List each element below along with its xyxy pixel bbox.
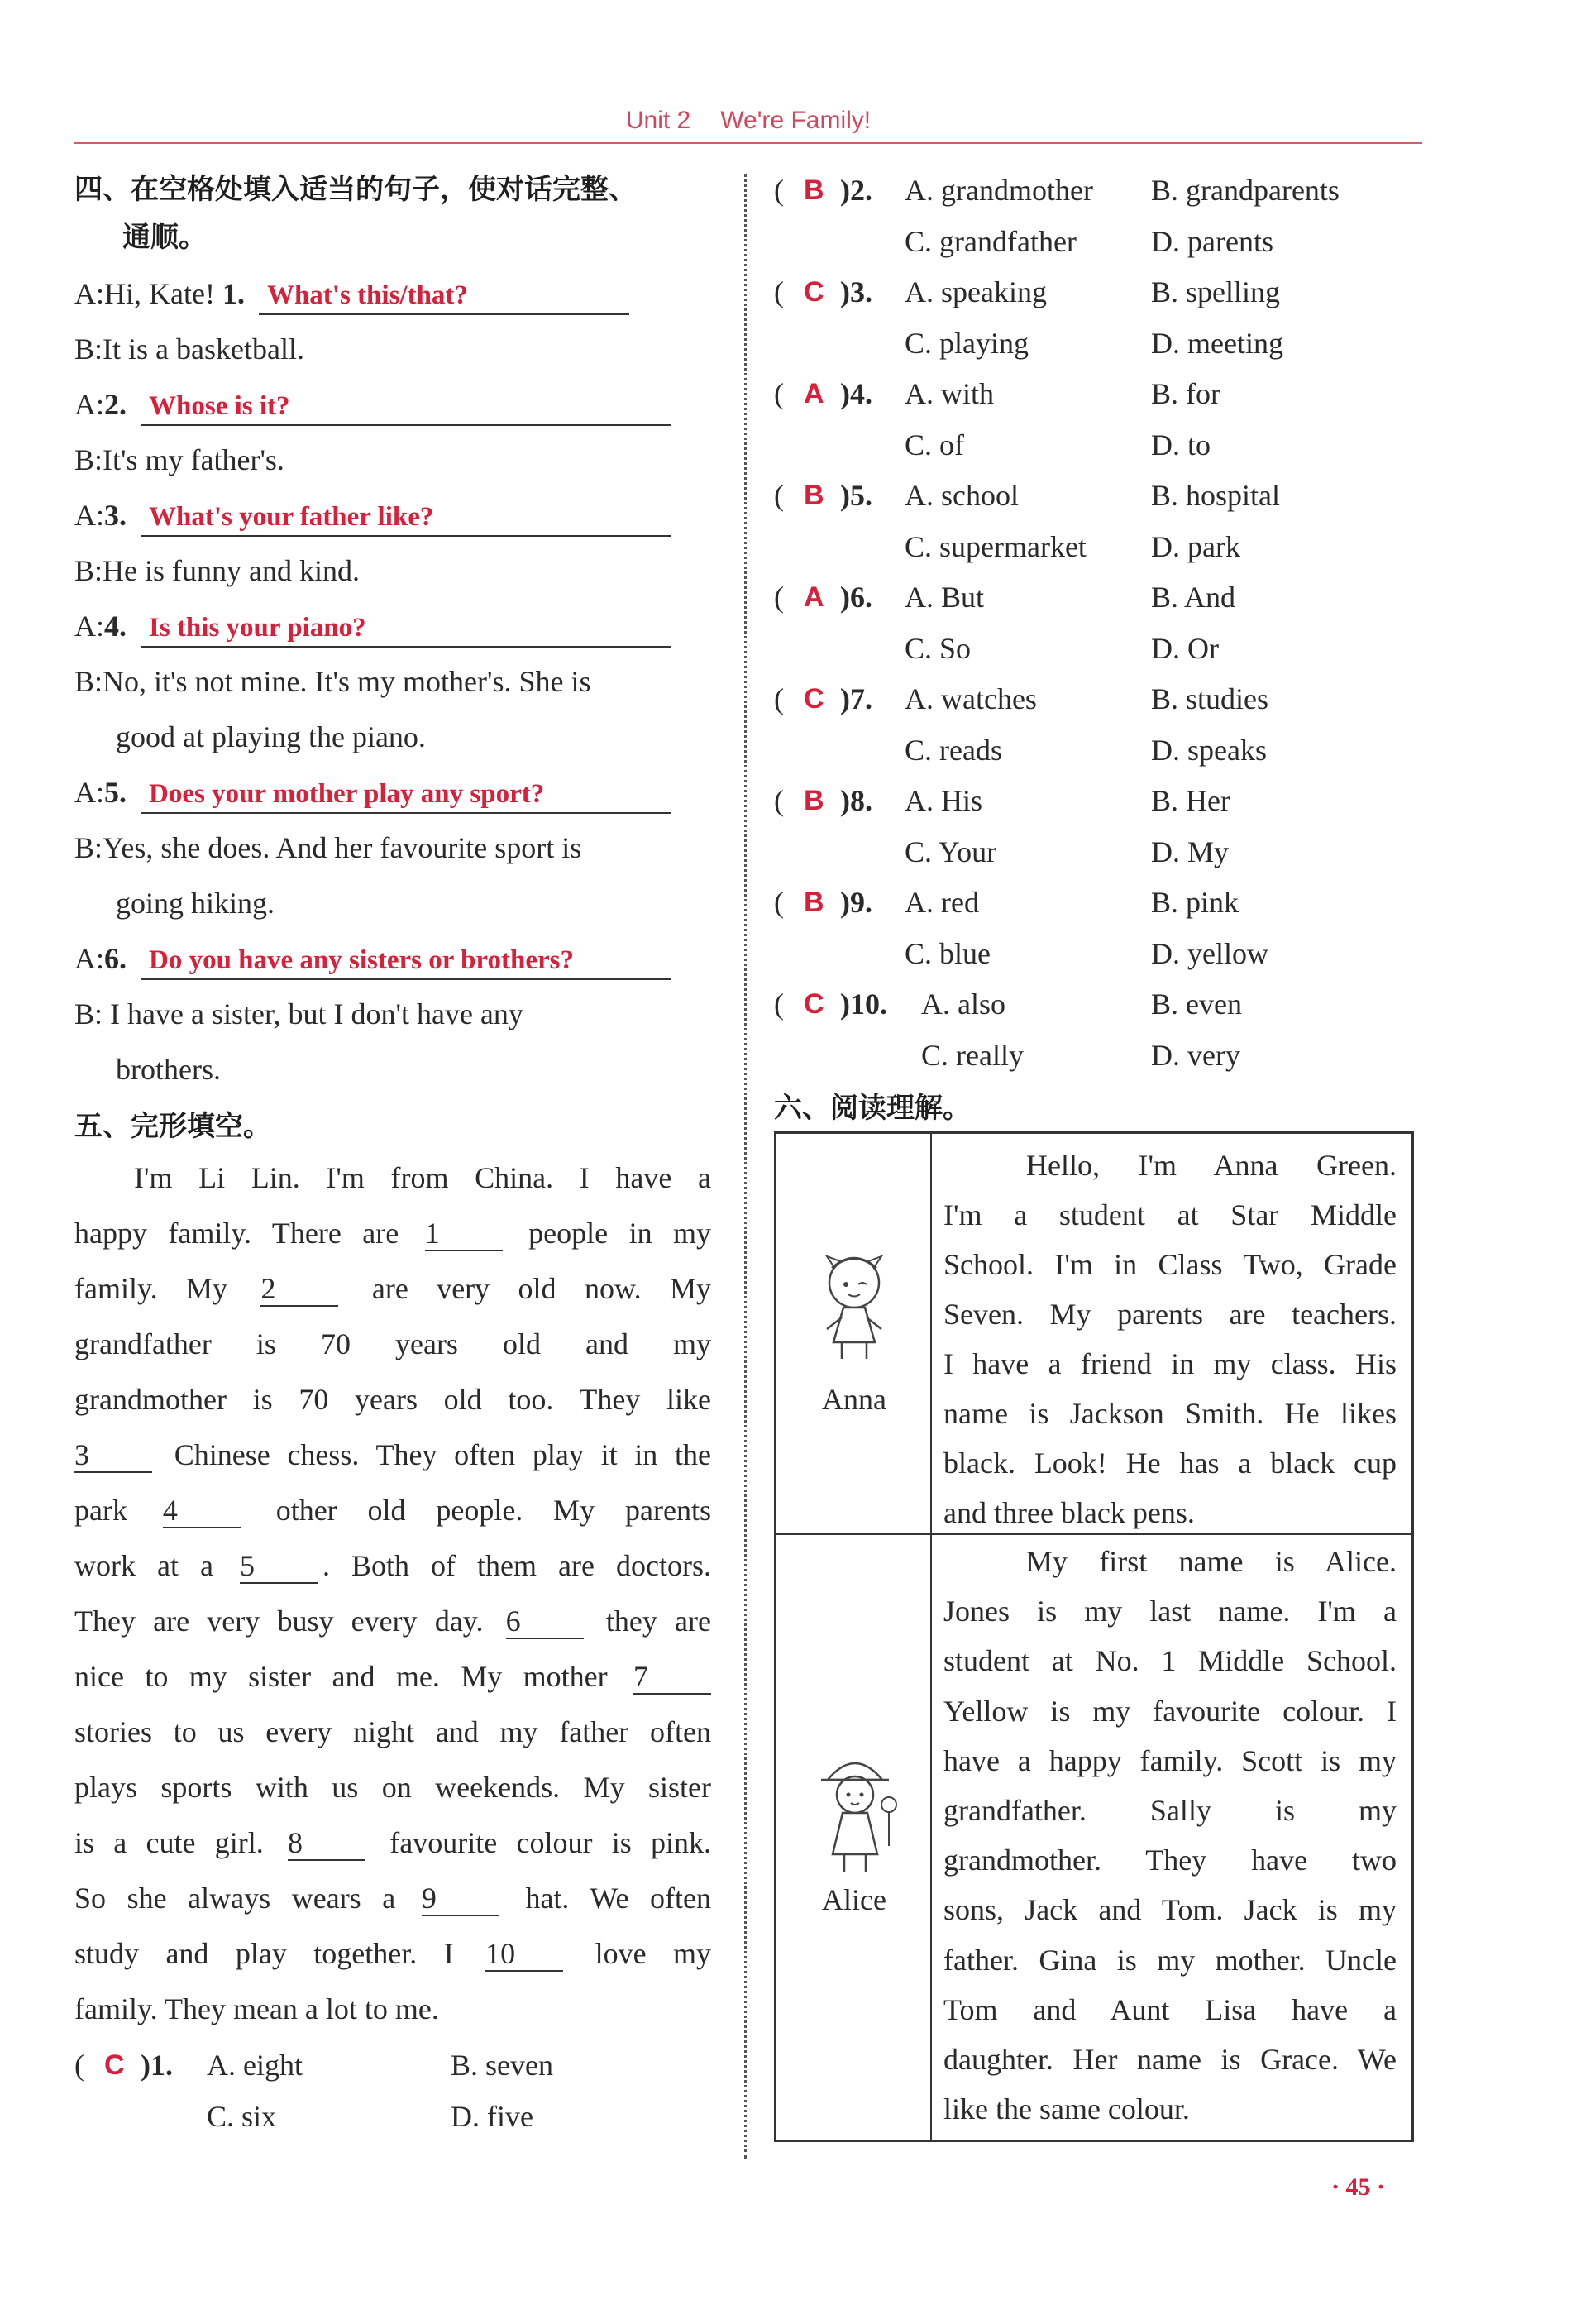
option-a: A. His <box>905 784 983 817</box>
answer-blank: Is this your piano? <box>141 608 671 648</box>
answer-mark: B <box>804 480 824 511</box>
question-row: ( C )10. A. also B. even <box>774 979 1419 1030</box>
question-row <box>774 420 1419 471</box>
option-c: C. grandfather <box>905 224 1077 258</box>
option-d: D. Or <box>1151 631 1219 665</box>
cloze-gap: 2 <box>260 1272 338 1307</box>
option-d: D. speaks <box>1151 733 1267 767</box>
alice-passage: My first name is Alice. Jones is my last name. I'm a student at No. 1 Middle School. Yellow is my favourite colour. I have a happy family. Scott is my grandfather. Sally is my grandmother. They have two sons, Jack and Tom. Jack is my father. Gina is my mother. Uncle Tom and Aunt Lisa have a daughter. Her name is Grace. We like the same colour. <box>943 1545 1397 2126</box>
option-d: D. parents <box>1151 224 1273 258</box>
option-c: C. reads <box>905 733 1002 767</box>
question-row: ( A )4. A. with B. for <box>774 369 1419 420</box>
section4-title: 四、在空格处填入适当的句子，使对话完整、 通顺。 <box>74 173 637 254</box>
option-c: C. six <box>207 2099 277 2133</box>
option-d: D. My <box>1151 834 1230 868</box>
anna-passage: Hello, I'm Anna Green. I'm a student at Star Middle School. I'm in Class Two, Grade Seven. My parents are teachers. I have a friend in my class. His name is Jackson Smith. He likes black. Look! He has a black cup and three black pens. <box>943 1149 1397 1529</box>
reading-row-alice <box>776 1535 1411 2140</box>
character-cell <box>776 1535 932 2140</box>
option-c: C. blue <box>905 936 991 970</box>
question-row <box>774 217 1419 268</box>
dialogue-line: A:4. Is this your piano? <box>74 599 711 654</box>
option-b: B. Her <box>1151 784 1230 817</box>
answer-blank: What's this/that? <box>259 275 629 315</box>
girl-cartoon-icon <box>809 1243 900 1367</box>
dialogue-line: A:Hi, Kate! 1. What's this/that? <box>74 266 711 322</box>
question-row: ( B )2. A. grandmother B. grandparents <box>774 165 1419 217</box>
option-d: D. yellow <box>1151 936 1268 970</box>
dialogue-line: good at playing the piano. <box>116 720 426 753</box>
question-row <box>774 624 1419 675</box>
answer-blank: Does your mother play any sport? <box>141 774 671 814</box>
option-b: B. seven <box>451 2049 553 2082</box>
dialogue <box>74 266 711 1097</box>
option-d: D. very <box>1151 1038 1240 1072</box>
left-column <box>74 165 711 2142</box>
option-b: B. grandparents <box>1151 174 1340 207</box>
right-column <box>774 165 1419 1132</box>
dialogue-line: A:5. Does your mother play any sport? <box>74 765 711 820</box>
cloze-gap: 9 <box>422 1882 499 1916</box>
answer-mark: B <box>804 175 824 206</box>
question-row <box>774 522 1419 573</box>
dialogue-line: B:It is a basketball. <box>74 332 304 366</box>
question-row: ( A )6. A. But B. And <box>774 572 1419 624</box>
answer-mark: C <box>804 988 824 1020</box>
unit-title: We're Family! <box>720 107 872 134</box>
character-cell <box>776 1134 932 1533</box>
option-d: D. park <box>1151 529 1240 563</box>
question-row: ( C )7. A. watches B. studies <box>774 674 1419 725</box>
section5-title: 五、完形填空。 <box>74 1110 271 1143</box>
answer-mark: C <box>804 683 824 715</box>
option-b: B. hospital <box>1151 479 1281 512</box>
dialogue-line: B:Yes, she does. And her favourite sport is <box>74 831 582 864</box>
page-header <box>74 98 1422 144</box>
answer-blank: What's your father like? <box>141 497 671 537</box>
option-b: B. spelling <box>1151 275 1281 308</box>
option-c: C. of <box>905 428 964 461</box>
dialogue-line: B: I have a sister, but I don't have any <box>74 997 523 1030</box>
question-row <box>74 2092 711 2143</box>
cloze-gap: 4 <box>163 1494 241 1528</box>
option-a: A. eight <box>207 2049 303 2082</box>
question-row: ( B )9. A. red B. pink <box>774 877 1419 929</box>
option-b: B. even <box>1151 987 1242 1021</box>
option-b: B. pink <box>1151 886 1239 919</box>
option-a: A. red <box>905 886 979 919</box>
unit-label: Unit 2 <box>625 107 691 134</box>
cloze-question-1 <box>74 2040 711 2142</box>
answer-mark: A <box>804 378 824 409</box>
dialogue-line: A:3. What's your father like? <box>74 488 711 543</box>
answer-blank: Do you have any sisters or brothers? <box>141 940 671 980</box>
question-row <box>774 929 1419 980</box>
option-d: D. five <box>451 2099 533 2133</box>
question-row: ( B )5. A. school B. hospital <box>774 471 1419 522</box>
character-name: Anna <box>822 1383 886 1416</box>
page-number: · 45 · <box>1331 2173 1386 2201</box>
option-a: A. watches <box>905 682 1037 715</box>
dialogue-line: brothers. <box>116 1053 221 1086</box>
cloze-gap: 7 <box>633 1660 711 1695</box>
option-a: A. also <box>921 987 1005 1021</box>
answer-mark: A <box>804 581 824 613</box>
cloze-passage: I'm Li Lin. I'm from China. I have a happy family. There are 1 people in my family. My 2 are very old now. My grandfather is 70 years old and my grandmother is 70 years old too. They like 3 Chinese chess. They often play it in the park 4 other old people. My parents work at a 5 . Both of them are doctors. They are very busy every day. 6 they are nice to my sister and me. My mother 7 stories to us every night and my father often plays sports with us on weekends. My sister is a cute girl. 8 favourite colour is pink. So she always wears a 9 hat. We often study and play together. I 10 love my family. They mean a lot to me. <box>74 1161 712 2025</box>
option-a: A. grandmother <box>905 174 1093 207</box>
dialogue-line: A:2. Whose is it? <box>74 377 711 433</box>
cloze-gap: 6 <box>506 1604 584 1639</box>
answer-mark: B <box>804 887 824 918</box>
reading-table <box>774 1131 1414 2142</box>
dialogue-line: going hiking. <box>116 887 275 920</box>
option-b: B. And <box>1151 581 1236 614</box>
option-d: D. meeting <box>1151 326 1283 360</box>
question-row <box>774 725 1419 777</box>
girl-with-flower-icon <box>810 1747 900 1879</box>
option-a: A. But <box>905 581 985 614</box>
option-c: C. supermarket <box>905 529 1087 563</box>
character-name: Alice <box>822 1883 886 1916</box>
option-a: A. with <box>905 377 994 410</box>
question-row <box>774 318 1419 370</box>
option-b: B. studies <box>1151 682 1269 715</box>
answer-blank: Whose is it? <box>141 386 671 426</box>
question-row <box>774 827 1419 878</box>
option-d: D. to <box>1151 428 1211 461</box>
cloze-gap: 8 <box>288 1826 365 1861</box>
question-row: ( C )3. A. speaking B. spelling <box>774 267 1419 318</box>
option-c: C. really <box>921 1038 1024 1072</box>
question-row: ( B )8. A. His B. Her <box>774 776 1419 827</box>
option-a: A. school <box>905 479 1019 512</box>
cloze-gap: 3 <box>74 1438 152 1473</box>
answer-mark: C <box>104 2049 125 2081</box>
cloze-gap: 1 <box>425 1217 503 1251</box>
option-c: C. So <box>905 631 972 665</box>
question-row <box>774 1030 1419 1082</box>
answer-mark: B <box>804 785 824 816</box>
option-a: A. speaking <box>905 275 1047 308</box>
dialogue-line: A:6. Do you have any sisters or brothers? <box>74 931 711 987</box>
cloze-questions <box>774 165 1419 1081</box>
cloze-gap: 5 <box>240 1549 318 1584</box>
option-c: C. playing <box>905 326 1029 360</box>
option-b: B. for <box>1151 377 1220 410</box>
cloze-gap: 10 <box>485 1937 563 1972</box>
option-c: C. Your <box>905 834 997 868</box>
section6-title: 六、阅读理解。 <box>774 1092 971 1125</box>
column-divider <box>744 174 747 2159</box>
reading-row-anna <box>776 1134 1411 1535</box>
answer-mark: C <box>804 276 824 308</box>
dialogue-line: B:It's my father's. <box>74 443 284 476</box>
question-row: ( C )1. A. eight B. seven <box>74 2040 711 2092</box>
dialogue-line: B:No, it's not mine. It's my mother's. She is <box>74 665 591 698</box>
dialogue-line: B:He is funny and kind. <box>74 554 360 587</box>
